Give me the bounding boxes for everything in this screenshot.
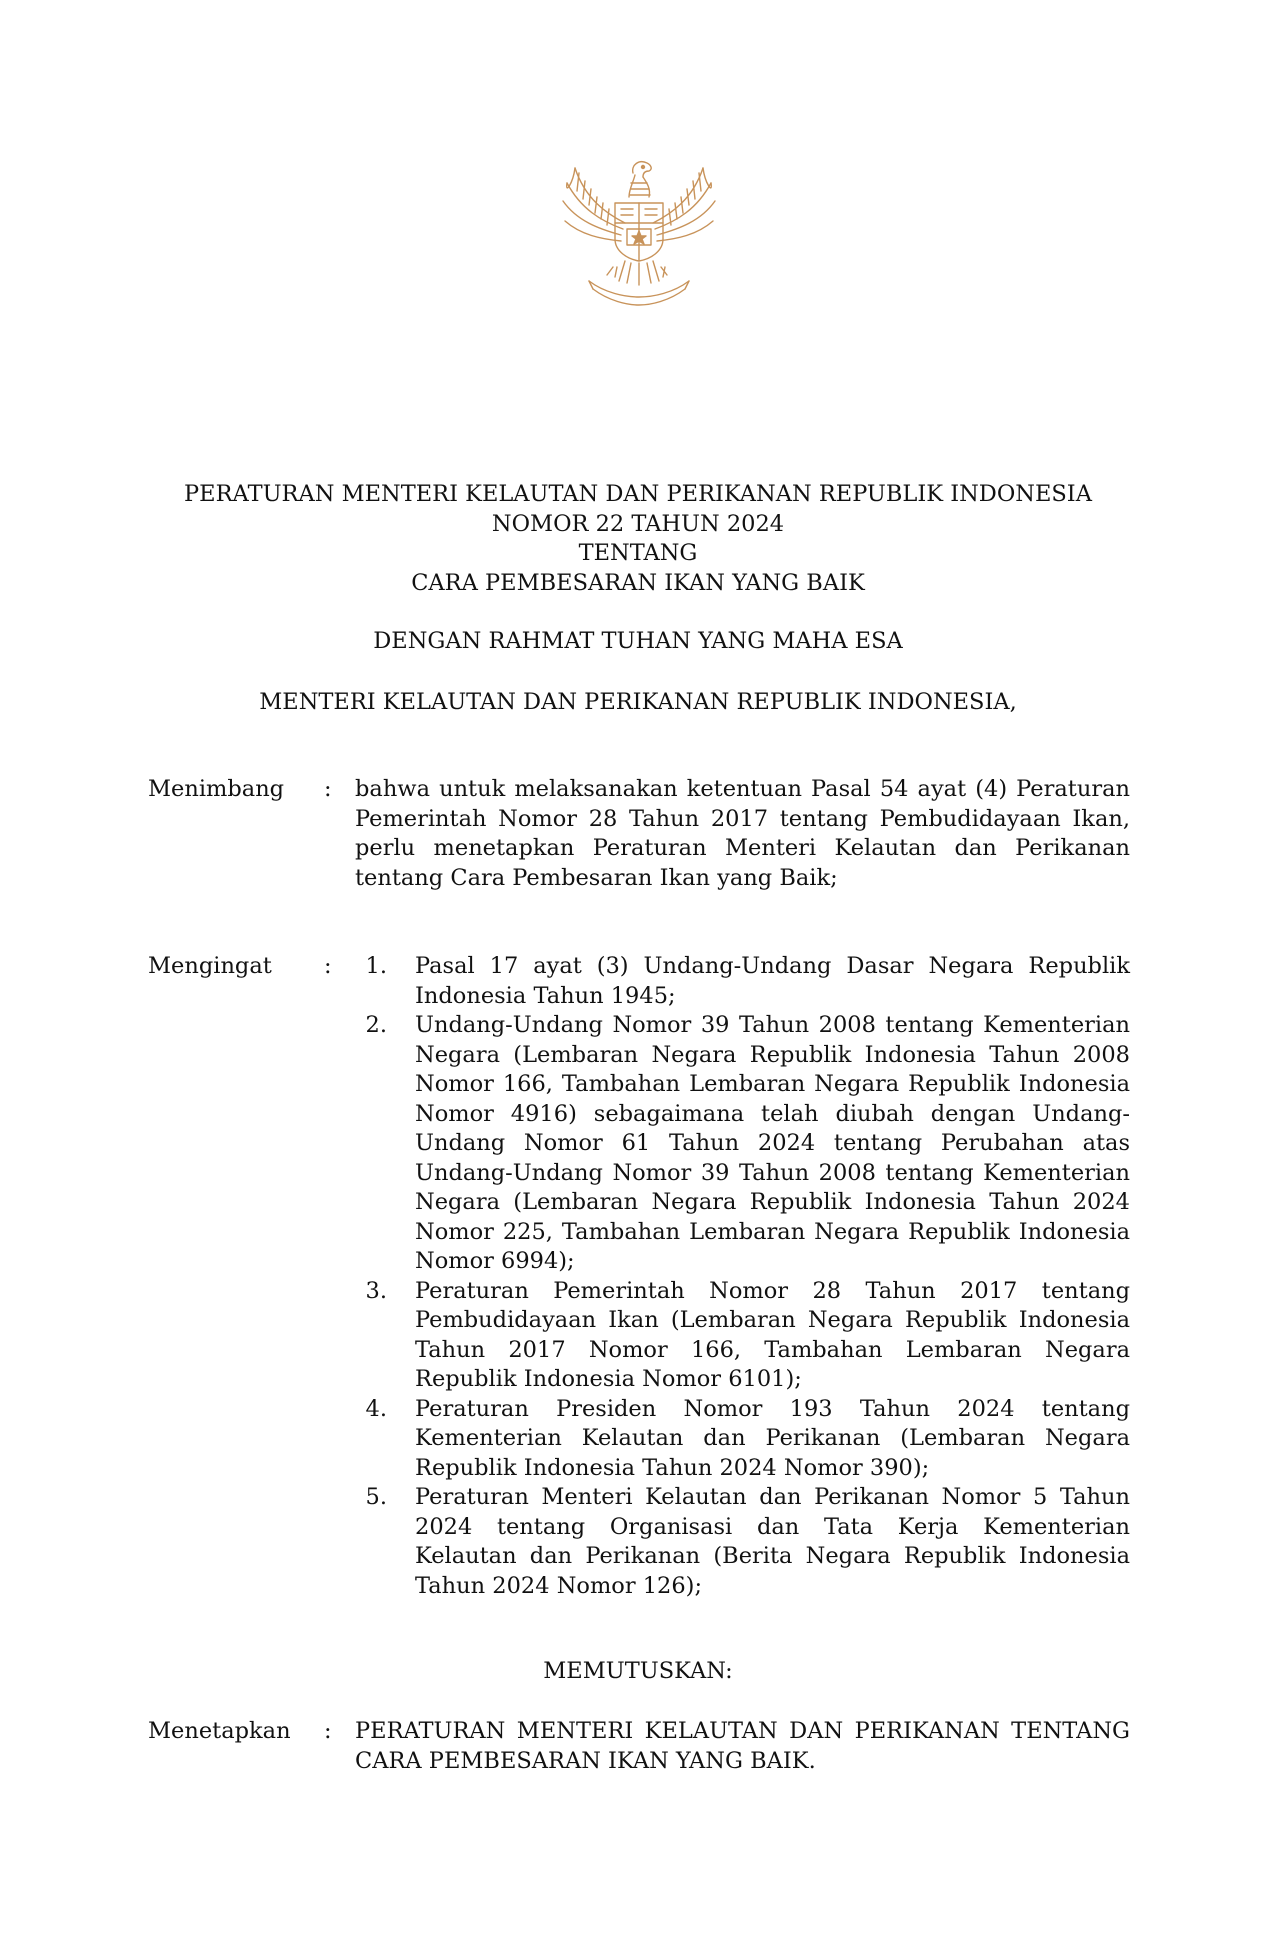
rahmat-line: DENGAN RAHMAT TUHAN YANG MAHA ESA <box>373 628 903 654</box>
list-item <box>355 1277 1130 1395</box>
menimbang-label: Menimbang <box>148 776 285 802</box>
menimbang-text: bahwa untuk melaksanakan ketentuan Pasal 54 ayat (4) Peraturan Pemerintah Nomor 28 Tahun 2017 tentang Pembudidayaan Ikan, perlu menetapkan Peraturan Menteri Kelautan dan Perikanan tentang Cara Pembesaran Ikan yang Baik; <box>355 776 1130 891</box>
mengingat-list <box>355 952 1130 1601</box>
title-line: PERATURAN MENTERI KELAUTAN DAN PERIKANAN REPUBLIK INDONESIA <box>184 481 1092 507</box>
list-item-number: 1. <box>365 953 387 979</box>
list-item <box>355 952 1130 1011</box>
list-item-text: Peraturan Pemerintah Nomor 28 Tahun 2017 tentang Pembudidayaan Ikan (Lembaran Negara Republik Indonesia Tahun 2017 Nomor 166, Tambahan Lembaran Negara Republik Indonesia Nomor 6101); <box>415 1277 1130 1392</box>
title-line: NOMOR 22 TAHUN 2024 <box>491 510 785 537</box>
regulation-title <box>0 480 1276 598</box>
list-item-text: Undang-Undang Nomor 39 Tahun 2008 tentang Kementerian Negara (Lembaran Negara Republik Indonesia Tahun 2008 Nomor 166, Tambahan Lembaran Negara Republik Indonesia Nomor 4916) sebagaimana telah diubah dengan Undang-Undang Nomor 61 Tahun 2024 tentang Perubahan atas Undang-Undang Nomor 39 Tahun 2008 tentang Kementerian Negara (Lembaran Negara Republik Indonesia Tahun 2024 Nomor 225, Tambahan Lembaran Negara Republik Indonesia Nomor 6994); <box>415 1012 1130 1274</box>
menimbang-section <box>148 775 1130 925</box>
list-item <box>355 1483 1130 1601</box>
menimbang-colon: : <box>324 776 332 802</box>
list-item-number: 2. <box>365 1012 387 1038</box>
mengingat-colon: : <box>324 953 332 979</box>
list-item-text: Pasal 17 ayat (3) Undang-Undang Dasar Negara Republik Indonesia Tahun 1945; <box>415 953 1130 1009</box>
mengingat-section <box>148 952 1130 1632</box>
list-item-number: 5. <box>365 1484 387 1510</box>
list-item-text: Peraturan Presiden Nomor 193 Tahun 2024 tentang Kementerian Kelautan dan Perikanan (Lembaran Negara Republik Indonesia Tahun 2024 Nomor 390); <box>415 1395 1130 1481</box>
title-line: TENTANG <box>578 540 698 566</box>
list-item-number: 4. <box>365 1395 387 1422</box>
list-item <box>355 1011 1130 1277</box>
memutuskan-heading: MEMUTUSKAN: <box>543 1658 733 1684</box>
mengingat-label: Mengingat <box>148 953 272 979</box>
menetapkan-colon: : <box>324 1718 332 1744</box>
title-line: CARA PEMBESARAN IKAN YANG BAIK <box>411 569 865 596</box>
list-item-text: Peraturan Menteri Kelautan dan Perikanan Nomor 5 Tahun 2024 tentang Organisasi dan Tata Kerja Kementerian Kelautan dan Perikanan (Berita Negara Republik Indonesia Tahun 2024 Nomor 126); <box>415 1484 1130 1599</box>
minister-line: MENTERI KELAUTAN DAN PERIKANAN REPUBLIK INDONESIA, <box>259 689 1017 715</box>
list-item-number: 3. <box>365 1277 387 1304</box>
menetapkan-section <box>148 1717 1130 1797</box>
menetapkan-label: Menetapkan <box>148 1718 291 1744</box>
list-item <box>355 1395 1130 1484</box>
menetapkan-text: PERATURAN MENTERI KELAUTAN DAN PERIKANAN TENTANG CARA PEMBESARAN IKAN YANG BAIK. <box>355 1718 1130 1774</box>
garuda-emblem-icon <box>555 143 723 311</box>
